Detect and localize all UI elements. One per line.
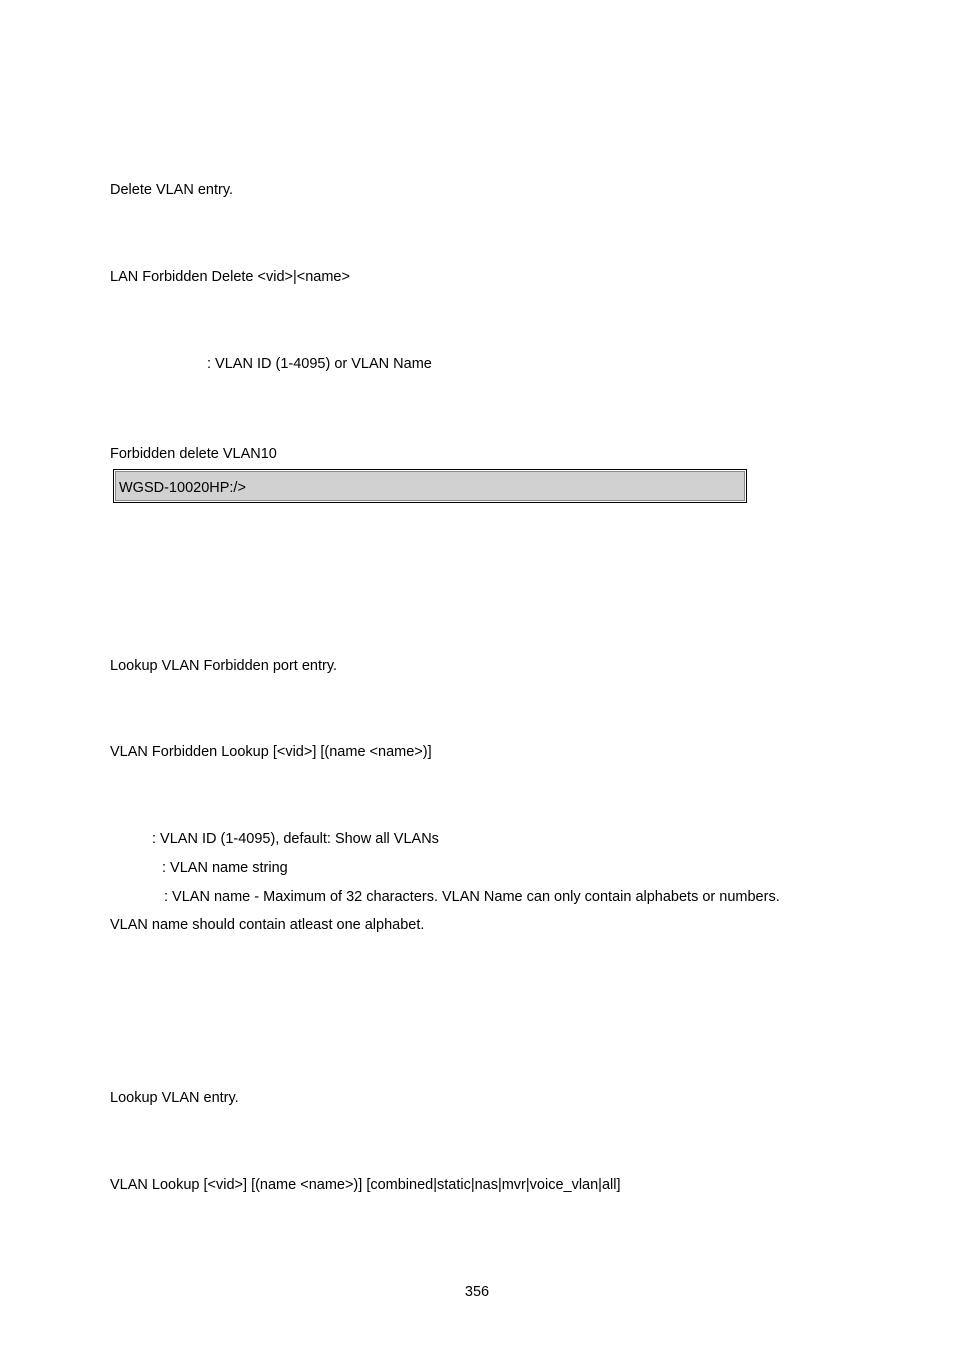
syntax-text: VLAN Lookup [<vid>] [(name <name>)] [combined|static|nas|mvr|voice_vlan|all] (110, 1177, 621, 1193)
parameter-name-value-continued: VLAN name should contain atleast one alphabet. (110, 917, 425, 933)
parameter-name-value: : VLAN name - Maximum of 32 characters. VLAN Name can only contain alphabets or numbers. (164, 889, 780, 905)
description-text: Delete VLAN entry. (110, 182, 234, 198)
parameter-name-keyword: : VLAN name string (162, 860, 288, 876)
syntax-text: VLAN Forbidden Lookup [<vid>] [(name <name>)] (110, 744, 432, 760)
example-code-box (113, 469, 747, 503)
example-code: WGSD-10020HP:/> (119, 480, 246, 496)
parameter-vid: : VLAN ID (1-4095), default: Show all VLANs (152, 831, 439, 847)
parameter-vid-name: : VLAN ID (1-4095) or VLAN Name (207, 356, 432, 372)
example-label: Forbidden delete VLAN10 (110, 446, 277, 462)
description-text: Lookup VLAN entry. (110, 1090, 239, 1106)
page-number: 356 (464, 1284, 490, 1300)
syntax-text: LAN Forbidden Delete <vid>|<name> (110, 269, 350, 285)
description-text: Lookup VLAN Forbidden port entry. (110, 658, 338, 674)
